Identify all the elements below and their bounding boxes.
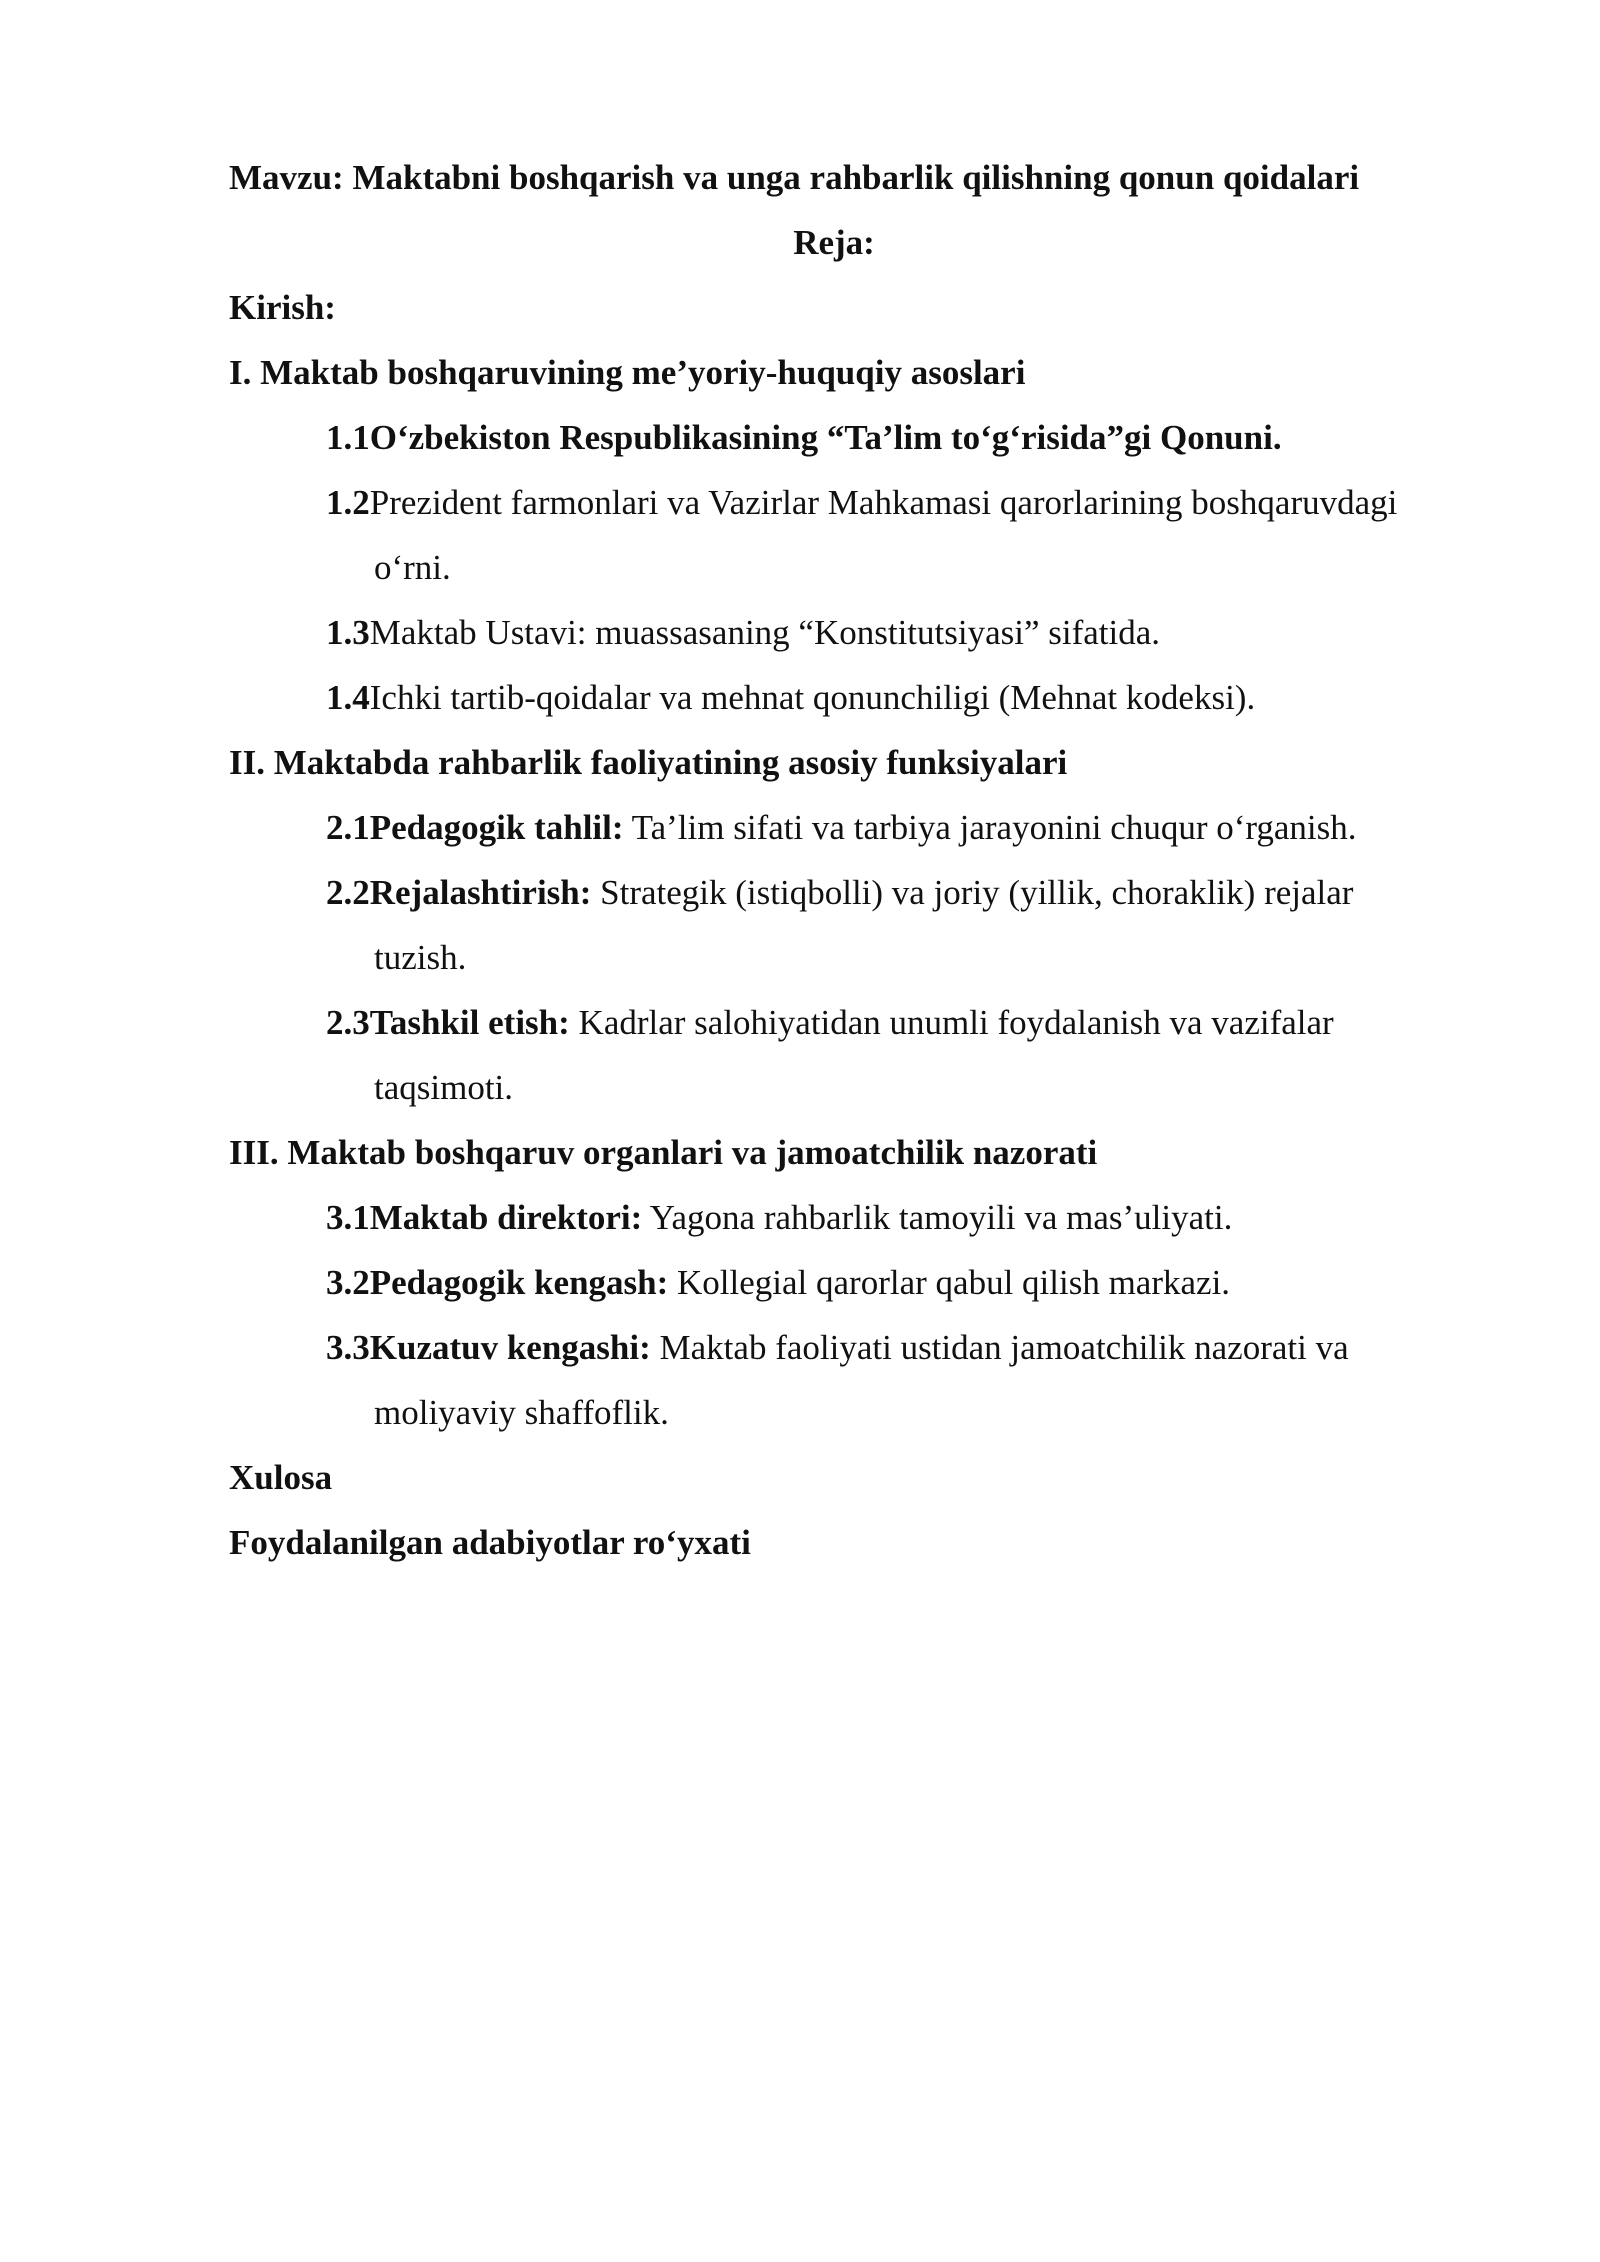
item-number: 1.1 [326,418,370,457]
item-text: Maktab Ustavi: muassasaning “Konstitutsiyasi” sifatida. [369,613,1161,652]
document-content [229,145,1529,1575]
item-text: Strategik (istiqbolli) va joriy (yillik, choraklik) rejalar [591,873,1354,912]
list-item [229,1315,1529,1380]
plan-heading: Reja: [793,223,875,262]
item-number: 3.1 [326,1198,370,1237]
item-label: Kuzatuv kengashi: [369,1328,651,1367]
item-text: Maktab faoliyati ustidan jamoatchilik nazorati va [650,1328,1349,1367]
list-item [229,1185,1529,1250]
section-heading: II. Maktabda rahbarlik faoliyatining asosiy funksiyalari [229,743,1068,782]
intro-heading: Kirish: [229,288,336,327]
list-item [229,405,1529,470]
item-label: Tashkil etish: [369,1003,570,1042]
item-number: 1.4 [326,678,370,717]
list-item [229,600,1529,665]
item-text: Ta’lim sifati va tarbiya jarayonini chuqur o‘rganish. [623,808,1357,847]
item-label: Maktab direktori: [369,1198,643,1237]
item-number: 3.3 [326,1328,370,1367]
list-item [229,1250,1529,1315]
item-label: Pedagogik tahlil: [369,808,624,847]
document-title: Mavzu: Maktabni boshqarish va unga rahbarlik qilishning qonun qoidalari [229,158,1360,197]
item-text: Kadrlar salohiyatidan unumli foydalanish va vazifalar [569,1003,1334,1042]
list-item [229,990,1529,1055]
list-item-continuation: taqsimoti. [374,1068,514,1107]
item-text: Yagona rahbarlik tamoyili va mas’uliyati. [642,1198,1233,1237]
item-label: Pedagogik kengash: [369,1263,669,1302]
item-number: 2.2 [326,873,370,912]
item-label: O‘zbekiston Respublikasining “Ta’lim to‘g‘risida”gi Qonuni. [369,418,1282,457]
list-item [229,795,1529,860]
section-heading: III. Maktab boshqaruv organlari va jamoatchilik nazorati [229,1133,1098,1172]
item-text: Kollegial qarorlar qabul qilish markazi. [668,1263,1231,1302]
item-number: 2.3 [326,1003,370,1042]
section-heading: I. Maktab boshqaruvining me’yoriy-huquqiy asoslari [229,353,1026,392]
conclusion-heading: Xulosa [229,1458,333,1497]
list-item [229,860,1529,925]
item-number: 2.1 [326,808,370,847]
item-number: 1.3 [326,613,370,652]
list-item [229,665,1529,730]
list-item-continuation: o‘rni. [374,548,451,587]
item-number: 3.2 [326,1263,370,1302]
item-text: Prezident farmonlari va Vazirlar Mahkamasi qarorlarining boshqaruvdagi [369,483,1398,522]
list-item-continuation: moliyaviy shaffoflik. [374,1393,669,1432]
references-heading: Foydalanilgan adabiyotlar ro‘yxati [229,1523,751,1562]
item-number: 1.2 [326,483,370,522]
item-text: Ichki tartib-qoidalar va mehnat qonunchiligi (Mehnat kodeksi). [369,678,1256,717]
item-label: Rejalashtirish: [369,873,592,912]
list-item-continuation: tuzish. [374,938,467,977]
list-item [229,470,1529,535]
